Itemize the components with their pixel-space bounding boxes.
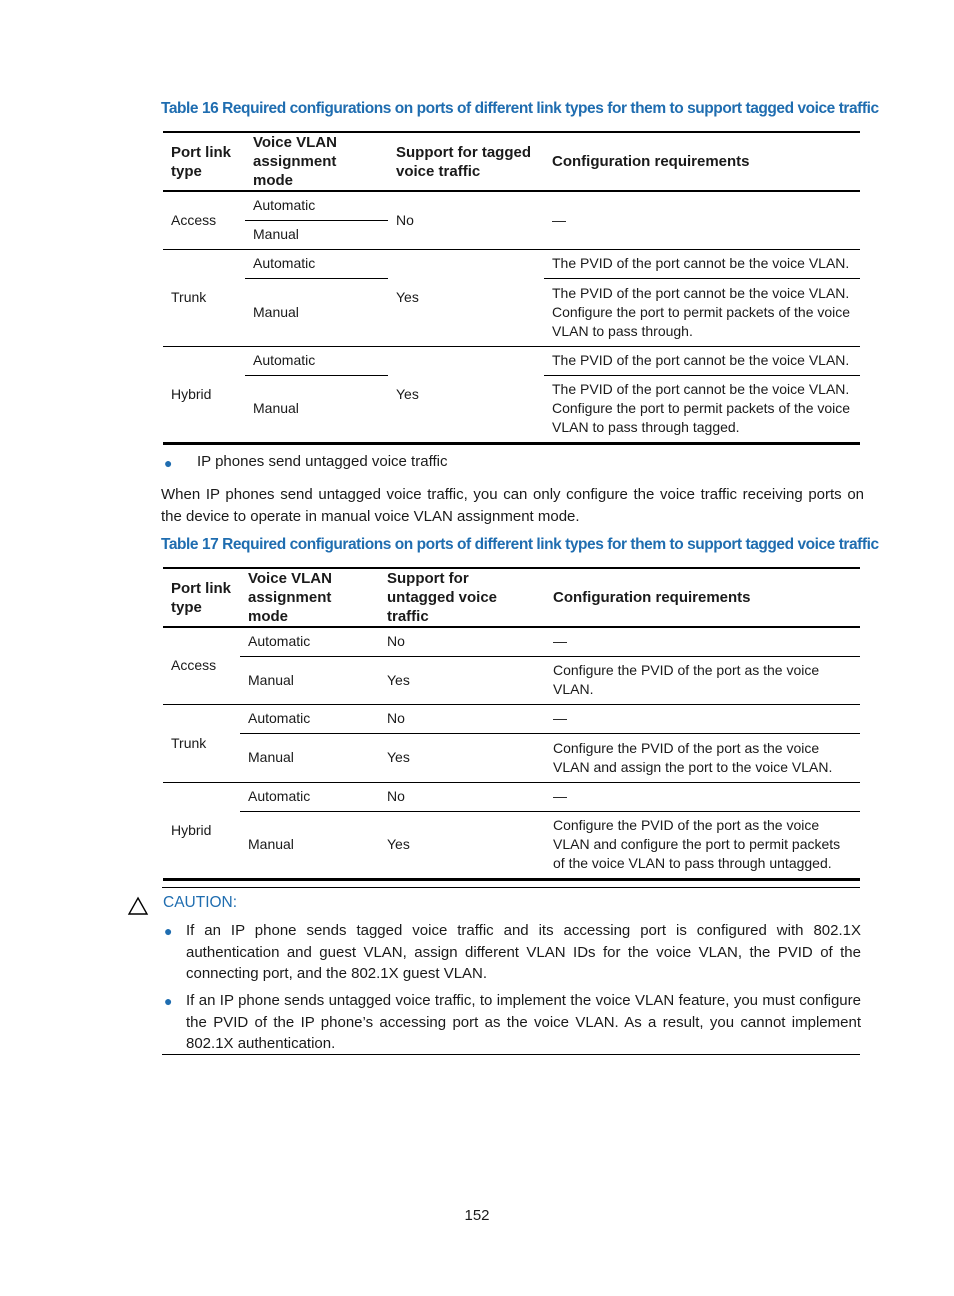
requirement-cell: Configure the PVID of the port as the voice VLAN and configure the port to permit packets of the voice VLAN to pass through untagged. [545, 811, 860, 879]
mode-cell: Manual [245, 220, 388, 249]
table-row [163, 346, 860, 375]
mode-cell: Manual [240, 656, 379, 704]
requirement-cell: The PVID of the port cannot be the voice VLAN. [544, 346, 860, 375]
requirement-cell: Configure the PVID of the port as the voice VLAN and assign the port to the voice VLAN. [545, 733, 860, 782]
table-row [163, 656, 860, 704]
table17 [163, 567, 860, 881]
table17-header-requirements: Configuration requirements [545, 568, 860, 627]
port-type-cell: Trunk [163, 249, 245, 346]
mode-cell: Automatic [245, 346, 388, 375]
caution-title: CAUTION: [163, 894, 238, 911]
requirement-cell: — [545, 782, 860, 811]
mode-cell: Automatic [245, 191, 388, 220]
table-row [163, 733, 860, 782]
caution-top-rule [162, 887, 860, 888]
mode-cell: Manual [240, 733, 379, 782]
mode-cell: Manual [245, 278, 388, 346]
page-number: 152 [464, 1207, 490, 1224]
support-cell: Yes [379, 811, 545, 879]
support-cell: Yes [379, 656, 545, 704]
support-cell: Yes [379, 733, 545, 782]
port-type-cell: Hybrid [163, 782, 240, 879]
bullet-icon: ● [164, 455, 173, 471]
requirement-cell: — [545, 627, 860, 656]
body-paragraph: When IP phones send untagged voice traffic, you can only configure the voice traffic receiving ports on the device to operate in manual voice VLAN assignment mode. [161, 486, 864, 525]
requirement-cell: The PVID of the port cannot be the voice VLAN. Configure the port to permit packets of the voice VLAN to pass through. [544, 278, 860, 346]
support-cell: Yes [388, 249, 544, 346]
table-row [163, 811, 860, 879]
table16-header-requirements: Configuration requirements [544, 132, 860, 191]
support-cell: No [379, 627, 545, 656]
support-cell: Yes [388, 346, 544, 443]
bullet-untagged: IP phones send untagged voice traffic [197, 453, 448, 470]
port-type-cell: Hybrid [163, 346, 245, 443]
table17-header-port-type: Port link type [163, 568, 240, 627]
support-cell: No [379, 782, 545, 811]
table16-header-port-type: Port link type [163, 132, 245, 191]
requirement-cell: — [544, 191, 860, 249]
table17-header-mode: Voice VLAN assignment mode [240, 568, 379, 627]
port-type-cell: Trunk [163, 704, 240, 782]
support-cell: No [379, 704, 545, 733]
port-type-cell: Access [163, 191, 245, 249]
mode-cell: Automatic [240, 782, 379, 811]
mode-cell: Automatic [245, 249, 388, 278]
caution-item: If an IP phone sends untagged voice traffic, to implement the voice VLAN feature, you must configure the PVID of the IP phone’s accessing port as the voice VLAN. As a result, you cannot implement 802.1X authentication. [186, 992, 861, 1052]
table16 [163, 131, 860, 445]
table16-header-mode: Voice VLAN assignment mode [245, 132, 388, 191]
requirement-cell: Configure the PVID of the port as the voice VLAN. [545, 656, 860, 704]
table17-caption: Table 17 Required configurations on ports of different link types for them to support tagged voice traffic [161, 536, 879, 553]
bullet-icon: ● [164, 993, 173, 1009]
caution-item: If an IP phone sends tagged voice traffic and its accessing port is configured with 802.1X authentication and guest VLAN, assign different VLAN IDs for the voice VLAN, the PVID of the connecting port, and the 802.1X guest VLAN. [186, 922, 861, 982]
requirement-cell: — [545, 704, 860, 733]
bullet-icon: ● [164, 923, 173, 939]
table17-header-support: Support for untagged voice traffic [379, 568, 545, 627]
table-row [163, 782, 860, 811]
support-cell: No [388, 191, 544, 249]
requirement-cell: The PVID of the port cannot be the voice VLAN. [544, 249, 860, 278]
table-row [163, 191, 860, 220]
mode-cell: Manual [240, 811, 379, 879]
mode-cell: Automatic [240, 704, 379, 733]
table-row [163, 249, 860, 278]
requirement-cell: The PVID of the port cannot be the voice VLAN. Configure the port to permit packets of the voice VLAN to pass through tagged. [544, 375, 860, 443]
port-type-cell: Access [163, 627, 240, 704]
mode-cell: Manual [245, 375, 388, 443]
table16-header-support: Support for tagged voice traffic [388, 132, 544, 191]
caution-bottom-rule [162, 1054, 860, 1055]
warning-triangle-icon [127, 896, 149, 916]
mode-cell: Automatic [240, 627, 379, 656]
table-row [163, 704, 860, 733]
table16-caption: Table 16 Required configurations on ports of different link types for them to support tagged voice traffic [161, 100, 879, 117]
table-row [163, 627, 860, 656]
